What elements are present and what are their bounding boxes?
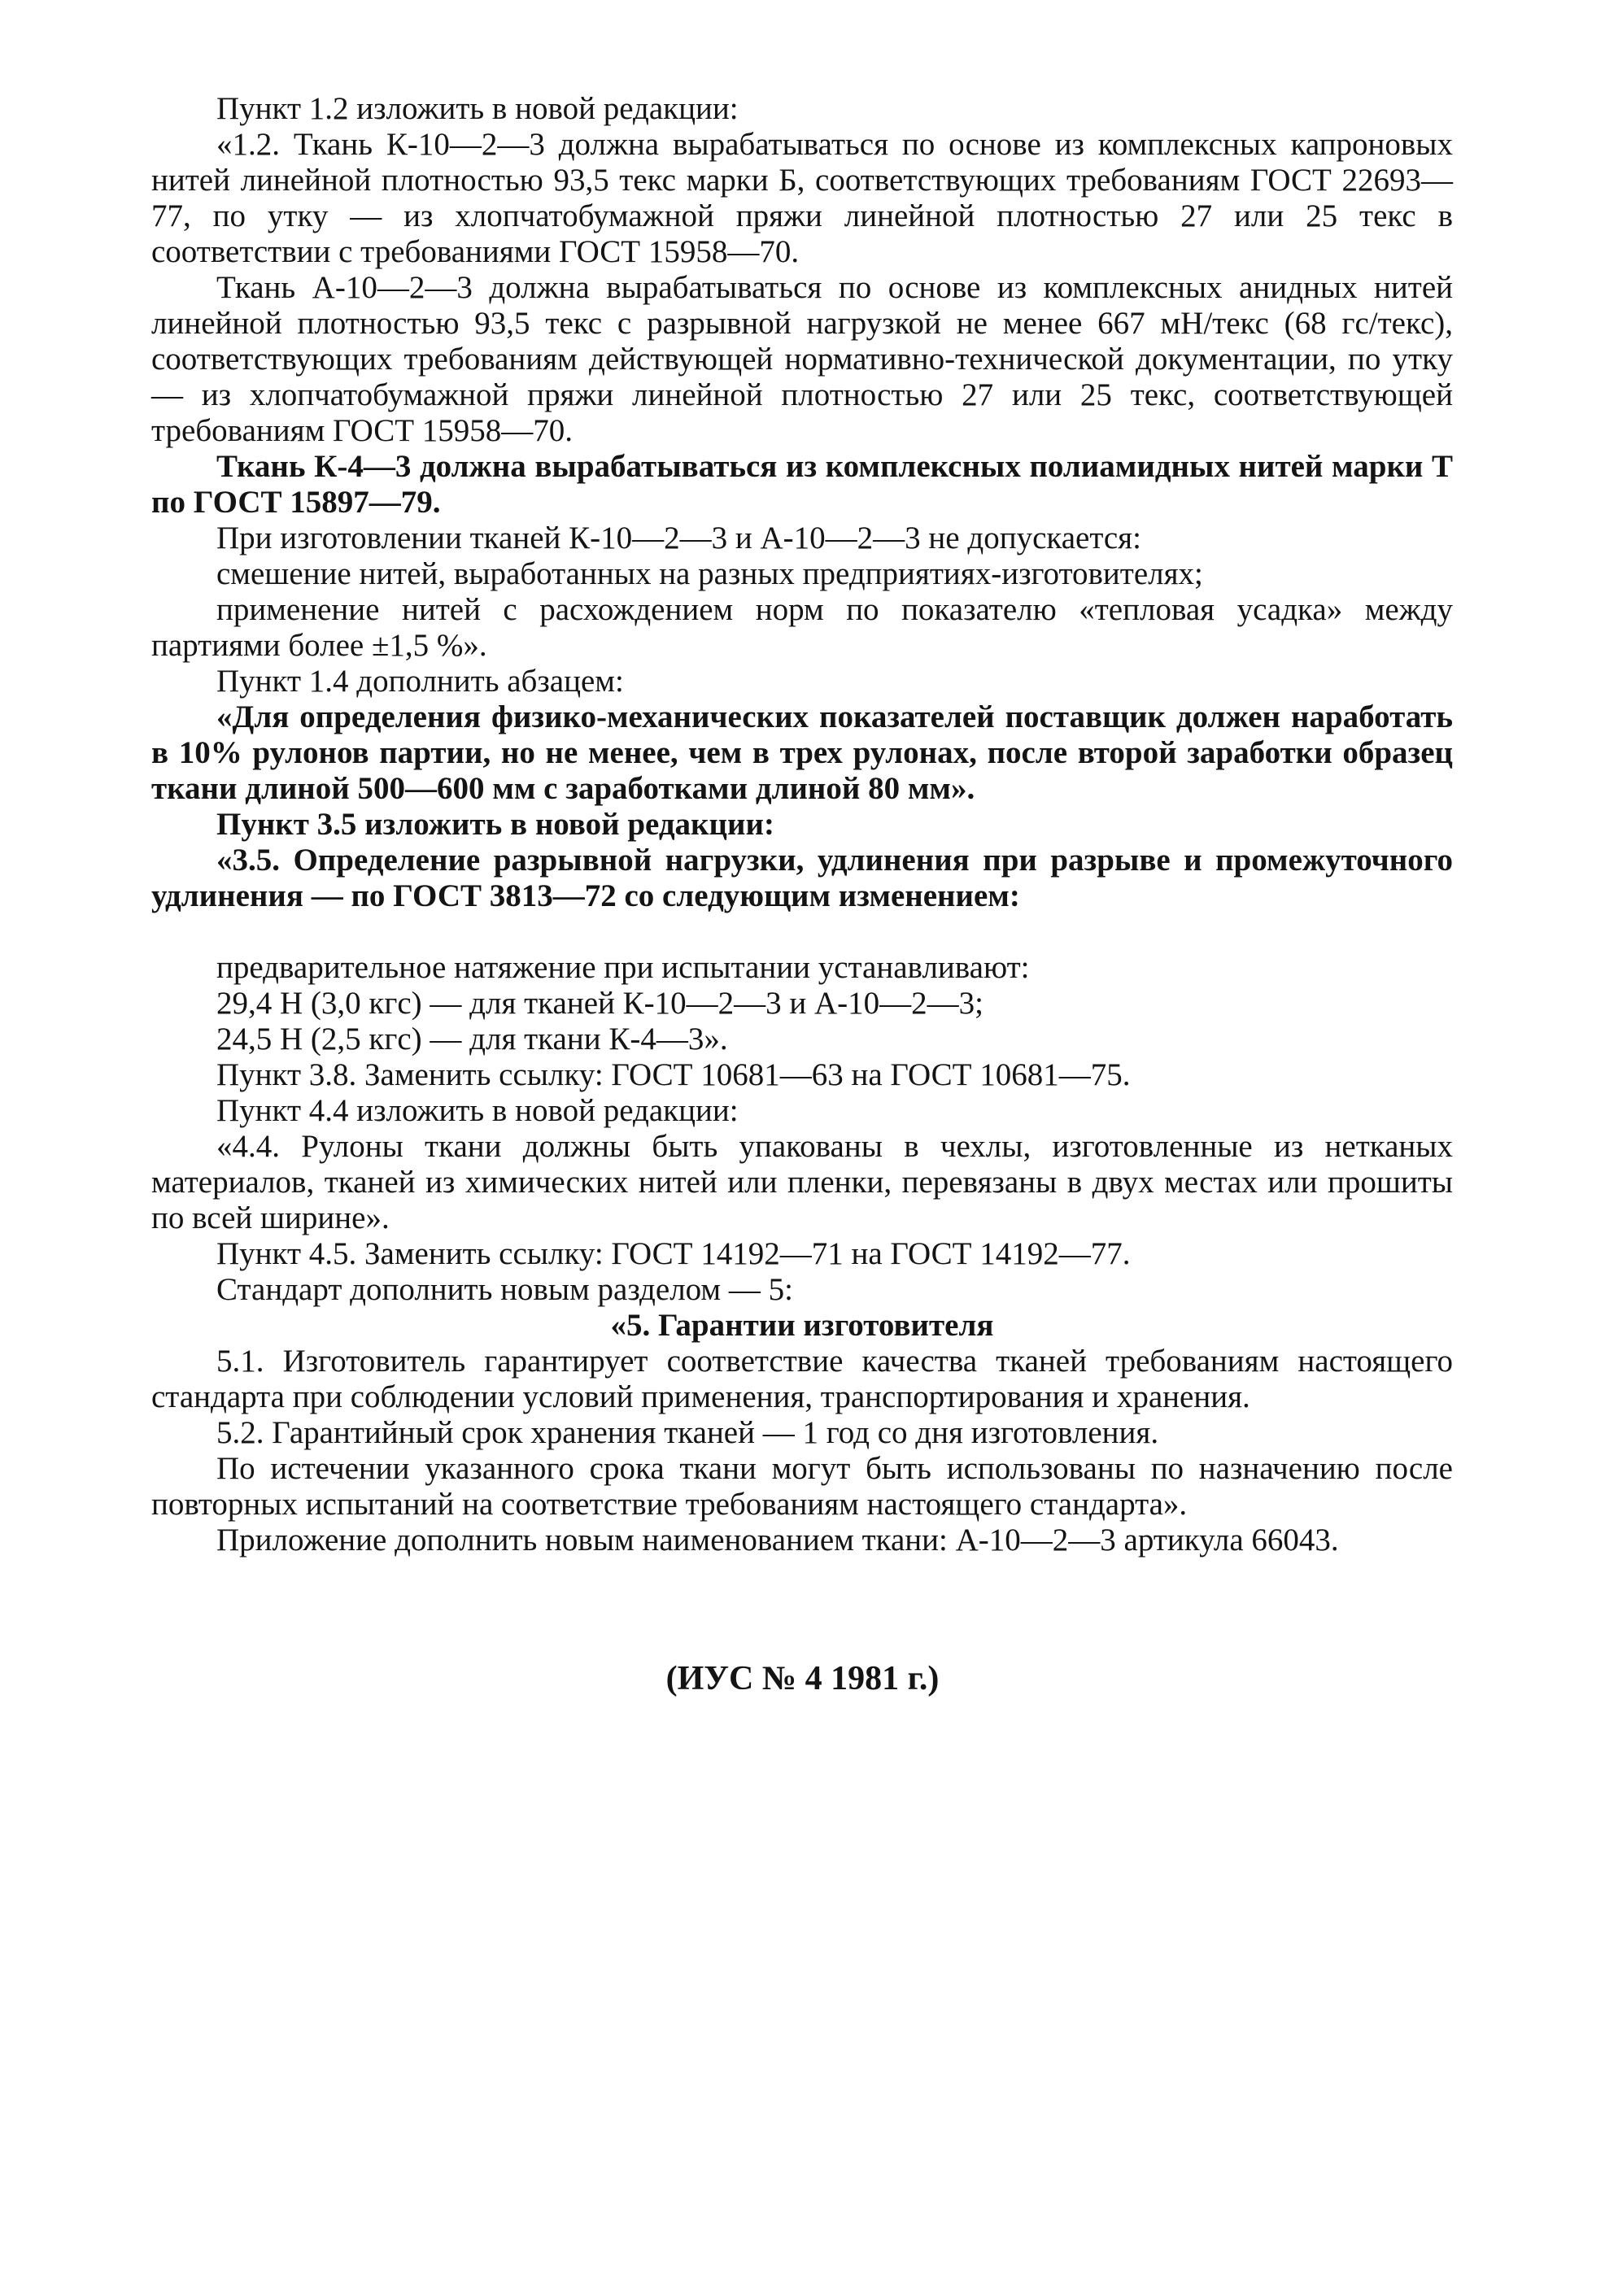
paragraph-3: Ткань А-10—2—3 должна вырабатываться по основе из комплексных анидных нитей линейной плотностью 93,5 текс с разрывной нагрузкой не менее 667 мН/текс (68 гс/текс), соответствующих требованиям действующей нормативно-технической документации, по утку — из хлопчатобумажной пряжи линейной плотностью 27 или 25 текс, соответствующей требованиям ГОСТ 15958—70. (151, 270, 1453, 448)
paragraph-11: «3.5. Определение разрывной нагрузки, удлинения при разрыве и промежуточного удлинения — по ГОСТ 3813—72 со следующим изменением: (151, 843, 1453, 913)
paragraph-15: Пункт 3.8. Заменить ссылку: ГОСТ 10681—63 на ГОСТ 10681—75. (216, 1057, 1131, 1092)
source-reference: (ИУС № 4 1981 г.) (665, 1660, 940, 1697)
paragraph-9: «Для определения физико-механических показателей поставщик должен наработать в 10% рулонов партии, но не менее, чем в трех рулонах, после второй заработки образец ткани длиной 500—600 мм с заработками длиной 80 мм». (151, 699, 1453, 806)
paragraph-8: Пункт 1.4 дополнить абзацем: (216, 664, 624, 699)
paragraph-6: смешение нитей, выработанных на разных предприятиях-изготовителях; (216, 556, 1203, 591)
paragraph-23: По истечении указанного срока ткани могут быть использованы по назначению после повторных испытаний на соответствие требованиям настоящего стандарта». (151, 1451, 1453, 1522)
paragraph-12: предварительное натяжение при испытании устанавливают: (216, 950, 1030, 985)
paragraph-18: Пункт 4.5. Заменить ссылку: ГОСТ 14192—71 на ГОСТ 14192—77. (216, 1236, 1131, 1271)
paragraph-19: Стандарт дополнить новым разделом — 5: (216, 1272, 793, 1307)
paragraph-5: При изготовлении тканей К-10—2—3 и А-10—2—3 не допускается: (216, 521, 1141, 555)
paragraph-2: «1.2. Ткань К-10—2—3 должна вырабатываться по основе из комплексных капроновых нитей линейной плотностью 93,5 текс марки Б, соответствующих требованиям ГОСТ 22693—77, по утку — из хлопчатобумажной пряжи линейной плотностью 27 или 25 текс в соответствии с требованиями ГОСТ 15958—70. (151, 127, 1453, 269)
paragraph-22: 5.2. Гарантийный срок хранения тканей — 1 год со дня изготовления. (216, 1415, 1159, 1450)
paragraph-14: 24,5 Н (2,5 кгс) — для ткани К-4—3». (216, 1022, 728, 1057)
paragraph-16: Пункт 4.4 изложить в новой редакции: (216, 1093, 739, 1128)
document-body (151, 91, 1453, 1558)
section-5-heading: «5. Гарантии изготовителя (610, 1308, 994, 1343)
paragraph-10: Пункт 3.5 изложить в новой редакции: (216, 807, 774, 842)
paragraph-7: применение нитей с расхождением норм по показателю «тепловая усадка» между партиями более ±1,5 %». (151, 592, 1453, 663)
paragraph-17: «4.4. Рулоны ткани должны быть упакованы в чехлы, изготовленные из нетканых материалов, тканей из химических нитей или пленки, перевязаны в двух местах или прошиты по всей ширине». (151, 1129, 1453, 1235)
paragraph-24: Приложение дополнить новым наименованием ткани: А-10—2—3 артикула 66043. (216, 1523, 1339, 1558)
paragraph-13: 29,4 Н (3,0 кгс) — для тканей К-10—2—3 и А-10—2—3; (216, 986, 984, 1021)
paragraph-4: Ткань К-4—3 должна вырабатываться из комплексных полиамидных нитей марки Т по ГОСТ 15897—79. (151, 449, 1453, 520)
paragraph-1: Пункт 1.2 изложить в новой редакции: (216, 91, 739, 126)
paragraph-21: 5.1. Изготовитель гарантирует соответствие качества тканей требованиям настоящего стандарта при соблюдении условий применения, транспортирования и хранения. (151, 1344, 1453, 1414)
